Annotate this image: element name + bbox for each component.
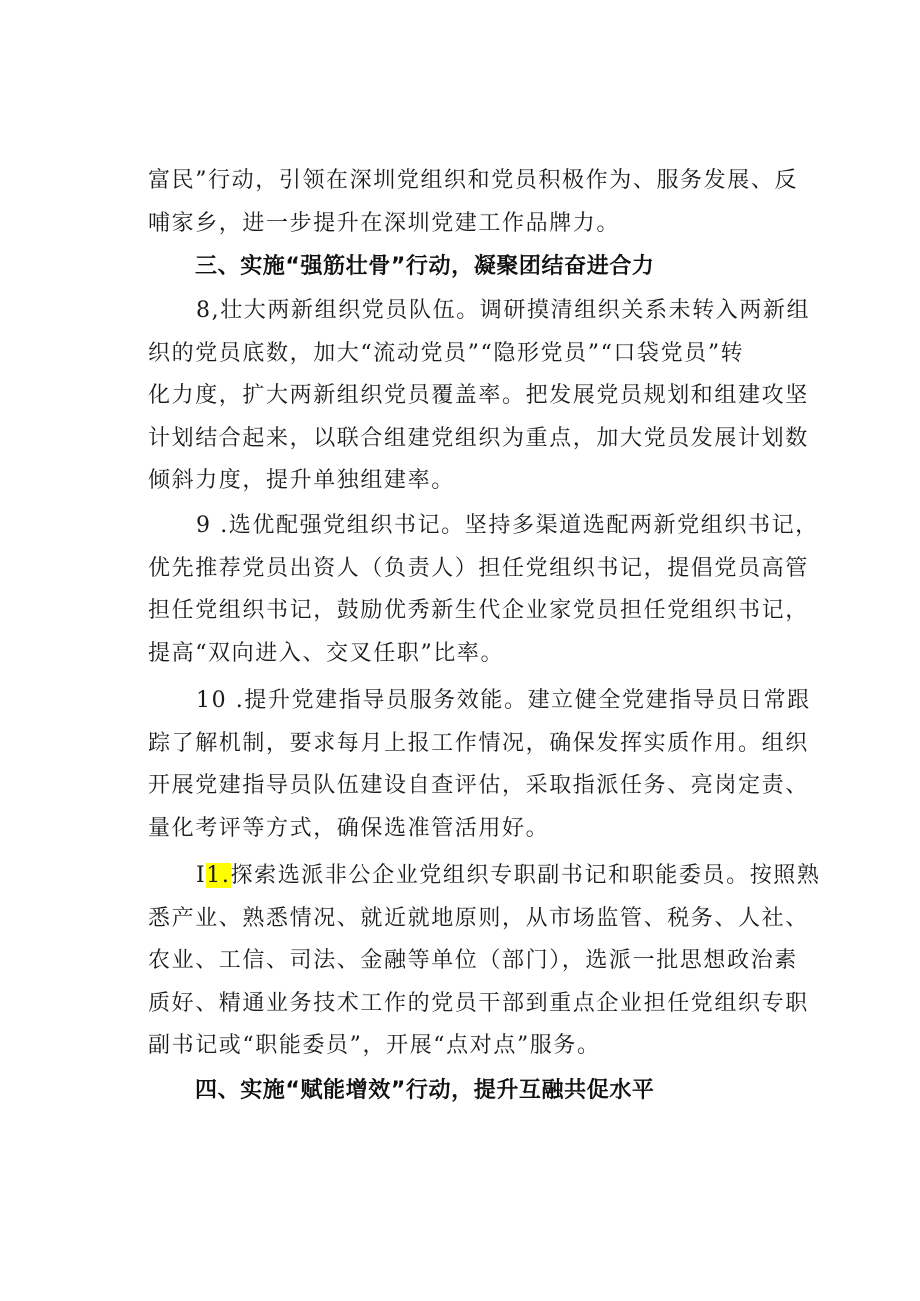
section-heading-4: 四、实施“赋能增效”行动，提升互融共促水平 bbox=[195, 1078, 655, 1103]
paragraph-line: 优先推荐党员出资人（负责人）担任党组织书记，提倡党员高管 bbox=[148, 555, 809, 581]
paragraph-line bbox=[148, 290, 811, 333]
paragraph-line: 副书记或“职能委员”，开展“点对点”服务。 bbox=[148, 1033, 601, 1058]
paragraph-line bbox=[148, 505, 819, 548]
paragraph-line bbox=[148, 855, 821, 898]
highlighted-item-number: 1. bbox=[206, 863, 231, 888]
paragraph-item-10 bbox=[148, 680, 811, 850]
section-heading-3: 三、实施“强筋壮骨”行动，凝聚团结奋进合力 bbox=[195, 254, 655, 279]
paragraph-line: 开展党建指导员队伍建设自查评估，采取指派任务、亮岗定责、 bbox=[148, 773, 809, 798]
paragraph-line: 担任党组织书记，鼓励优秀新生代企业家党员担任党组织书记， bbox=[148, 598, 809, 623]
paragraph-line: 质好、精通业务技术工作的党员干部到重点企业担任党组织专职 bbox=[148, 990, 809, 1016]
paragraph-item-11 bbox=[148, 855, 821, 1068]
paragraph-line: 农业、工信、司法、金融等单位（部门），选派一批思想政治素 bbox=[148, 948, 798, 973]
paragraph-line: 哺家乡，进一步提升在深圳党建工作品牌力。 bbox=[148, 210, 621, 236]
paragraph-intro bbox=[148, 160, 800, 245]
paragraph-line: 织的党员底数，加大“流动党员”“隐形党员”“口袋党员”转 bbox=[148, 340, 745, 366]
item-number-prefix: I bbox=[196, 863, 207, 888]
paragraph-line: 悉产业、熟悉情况、就近就地原则，从市场监管、税务、人社、 bbox=[148, 905, 809, 931]
paragraph-line-text: 探索选派非公企业党组织专职副书记和职能委员。按照熟 bbox=[230, 863, 821, 888]
paragraph-line: 量化考评等方式，确保选准管活用好。 bbox=[148, 815, 550, 841]
paragraph-item-9 bbox=[148, 505, 819, 675]
paragraph-line-text: 10 .提升党建指导员服务效能。建立健全党建指导员日常跟 bbox=[196, 688, 811, 713]
paragraph-line-text: 8,壮大两新组织党员队伍。调研摸清组织关系未转入两新组 bbox=[196, 298, 811, 323]
paragraph-line bbox=[148, 680, 811, 723]
paragraph-line-text: 9 .选优配强党组织书记。坚持多渠道选配两新党组织书记， bbox=[196, 513, 819, 538]
paragraph-line: 富民”行动，引领在深圳党组织和党员积极作为、服务发展、反 bbox=[148, 168, 799, 193]
paragraph-line: 倾斜力度，提升单独组建率。 bbox=[148, 468, 455, 493]
paragraph-item-8 bbox=[148, 290, 811, 503]
paragraph-line: 提高“双向进入、交叉任职”比率。 bbox=[148, 640, 505, 666]
paragraph-line: 踪了解机制，要求每月上报工作情况，确保发挥实质作用。组织 bbox=[148, 730, 809, 756]
paragraph-line: 化力度，扩大两新组织党员覆盖率。把发展党员规划和组建攻坚 bbox=[148, 383, 809, 408]
paragraph-line: 计划结合起来，以联合组建党组织为重点，加大党员发展计划数 bbox=[148, 425, 809, 451]
